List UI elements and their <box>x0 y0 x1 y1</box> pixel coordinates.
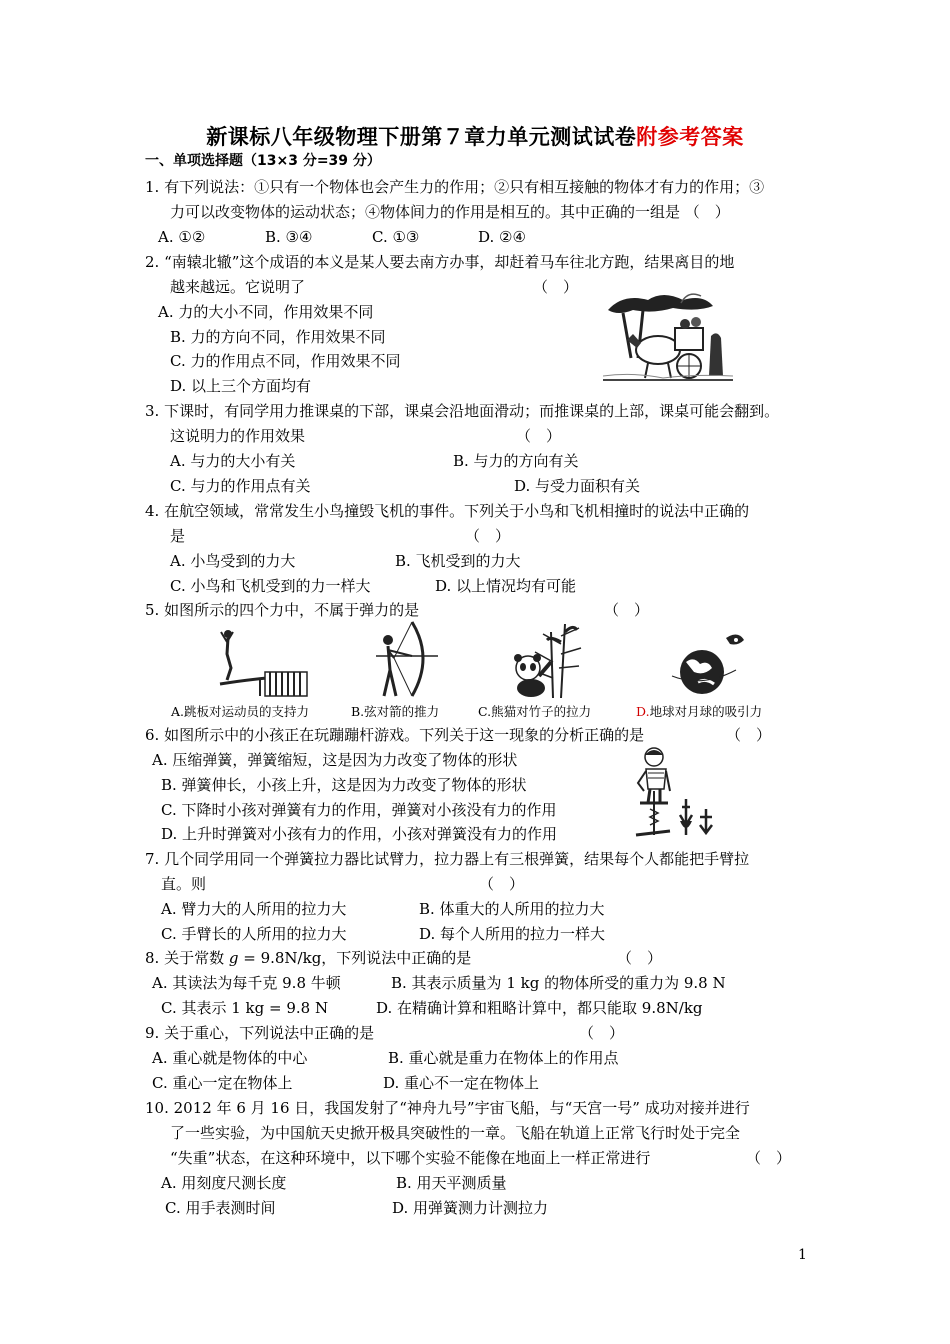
q2-option-a: A. 力的大小不同，作用效果不同 <box>158 303 374 321</box>
q5-caption-b: B.弦对箭的推力 <box>351 704 440 719</box>
q9-stem: 9. 关于重心，下列说法中正确的是 <box>145 1024 375 1042</box>
q8-stem: 8. 关于常数 g = 9.8N/kg，下列说法中正确的是 <box>145 949 472 967</box>
page-number: 1 <box>798 1247 807 1263</box>
q7-stem-line2: 直。则 <box>161 875 207 893</box>
q5-caption-d: D.地球对月球的吸引力 <box>636 704 763 719</box>
q2-option-d: D. 以上三个方面均有 <box>170 377 312 395</box>
q10-option-d: D. 用弹簧测力计测拉力 <box>392 1199 549 1217</box>
q7-answer-bracket: （ ） <box>479 875 525 893</box>
q6-stem: 6. 如图所示中的小孩正在玩蹦蹦杆游戏。下列关于这一现象的分析正确的是 <box>145 726 645 744</box>
q7-option-a: A. 臂力大的人所用的拉力大 <box>161 900 347 918</box>
panda-bamboo-figure <box>503 622 583 698</box>
q10-stem-line3: “失重”状态，在这种环境中，以下哪个实验不能像在地面上一样正常进行 <box>170 1149 651 1167</box>
q9-option-a: A. 重心就是物体的中心 <box>152 1049 308 1067</box>
q8-option-a: A. 其读法为每千克 9.8 牛顿 <box>152 974 341 992</box>
q8-answer-bracket: （ ） <box>617 949 663 967</box>
q4-stem-line2: 是 <box>170 527 186 545</box>
q6-answer-bracket: （ ） <box>726 726 772 744</box>
q9-answer-bracket: （ ） <box>579 1024 625 1042</box>
title-suffix: 附参考答案 <box>636 124 744 149</box>
q8-option-c: C. 其表示 1 kg = 9.8 N <box>161 999 329 1017</box>
q7-option-b: B. 体重大的人所用的拉力大 <box>419 900 605 918</box>
q3-answer-bracket: （ ） <box>516 427 562 445</box>
earth-moon-figure <box>668 626 748 698</box>
q9-option-d: D. 重心不一定在物体上 <box>383 1074 540 1092</box>
q8-option-b: B. 其表示质量为 1 kg 的物体所受的重力为 9.8 N <box>391 974 726 992</box>
q2-option-c: C. 力的作用点不同，作用效果不同 <box>170 352 401 370</box>
page-title <box>0 121 950 151</box>
q1-stem-line2: 力可以改变物体的运动状态；④物体间力的作用是相互的。其中正确的一组是 （ ） <box>170 203 730 221</box>
q5-caption-c: C.熊猫对竹子的拉力 <box>478 704 592 719</box>
q2-option-b: B. 力的方向不同，作用效果不同 <box>170 328 386 346</box>
q1-stem-line1: 1. 有下列说法：①只有一个物体也会产生力的作用；②只有相互接触的物体才有力的作用；③ <box>145 178 765 196</box>
diving-board-figure <box>215 628 310 698</box>
q6-option-b: B. 弹簧伸长，小孩上升，这是因为力改变了物体的形状 <box>161 776 527 794</box>
q1-option-b: B. ③④ <box>265 228 313 246</box>
q3-option-a: A. 与力的大小有关 <box>170 452 296 470</box>
q10-stem-line1: 10. 2012 年 6 月 16 日，我国发射了“神舟九号”宇宙飞船，与“天宫一号” 成功对接并进行 <box>145 1099 750 1117</box>
pogo-stick-figure <box>630 745 720 845</box>
q2-stem-line1: 2. “南辕北辙”这个成语的本义是某人要去南方办事，却赶着马车往北方跑，结果离目的地 <box>145 253 735 271</box>
q10-answer-bracket: （ ） <box>746 1149 792 1167</box>
archer-figure <box>372 618 442 700</box>
q1-option-c: C. ①③ <box>372 228 420 246</box>
q3-stem-line2: 这说明力的作用效果 <box>170 427 306 445</box>
q5-caption-a: A.跳板对运动员的支持力 <box>171 704 310 719</box>
q4-answer-bracket: （ ） <box>465 527 511 545</box>
carriage-illustration <box>603 288 733 383</box>
section-heading: 一、单项选择题（13×3 分=39 分） <box>145 153 381 169</box>
q7-option-d: D. 每个人所用的拉力一样大 <box>419 925 606 943</box>
q1-option-d: D. ②④ <box>478 228 526 246</box>
q10-option-b: B. 用天平测质量 <box>396 1174 507 1192</box>
q7-option-c: C. 手臂长的人所用的拉力大 <box>161 925 347 943</box>
q9-option-b: B. 重心就是重力在物体上的作用点 <box>388 1049 619 1067</box>
q8-option-d: D. 在精确计算和粗略计算中，都只能取 9.8N/kg <box>376 999 703 1017</box>
q5-stem: 5. 如图所示的四个力中，不属于弹力的是 <box>145 601 420 619</box>
q10-option-c: C. 用手表测时间 <box>165 1199 276 1217</box>
q4-stem-line1: 4. 在航空领域，常常发生小鸟撞毁飞机的事件。下列关于小鸟和飞机相撞时的说法中正确的 <box>145 502 750 520</box>
q5-answer-bracket: （ ） <box>604 601 650 619</box>
q4-option-a: A. 小鸟受到的力大 <box>170 552 296 570</box>
q4-option-d: D. 以上情况均有可能 <box>435 577 577 595</box>
q9-option-c: C. 重心一定在物体上 <box>152 1074 293 1092</box>
q3-stem-line1: 3. 下课时，有同学用力推课桌的下部，课桌会沿地面滑动；而推课桌的上部，课桌可能会翻到。 <box>145 402 780 420</box>
q6-option-d: D. 上升时弹簧对小孩有力的作用，小孩对弹簧没有力的作用 <box>161 825 558 843</box>
q3-option-c: C. 与力的作用点有关 <box>170 477 311 495</box>
q2-answer-bracket: （ ） <box>533 278 579 296</box>
q4-option-b: B. 飞机受到的力大 <box>395 552 521 570</box>
q4-option-c: C. 小鸟和飞机受到的力一样大 <box>170 577 371 595</box>
title-main: 新课标八年级物理下册第７章力单元测试试卷 <box>206 124 637 149</box>
q6-option-a: A. 压缩弹簧，弹簧缩短，这是因为力改变了物体的形状 <box>152 751 518 769</box>
q1-option-a: A. ①② <box>158 228 206 246</box>
q3-option-b: B. 与力的方向有关 <box>453 452 579 470</box>
q10-stem-line2: 了一些实验，为中国航天史掀开极具突破性的一章。飞船在轨道上正常飞行时处于完全 <box>170 1124 741 1142</box>
q10-option-a: A. 用刻度尺测长度 <box>161 1174 287 1192</box>
q7-stem-line1: 7. 几个同学用同一个弹簧拉力器比试臂力，拉力器上有三根弹簧，结果每个人都能把手臂拉 <box>145 850 750 868</box>
q3-option-d: D. 与受力面积有关 <box>514 477 641 495</box>
q2-stem-line2: 越来越远。它说明了 <box>170 278 306 296</box>
q6-option-c: C. 下降时小孩对弹簧有力的作用，弹簧对小孩没有力的作用 <box>161 801 557 819</box>
